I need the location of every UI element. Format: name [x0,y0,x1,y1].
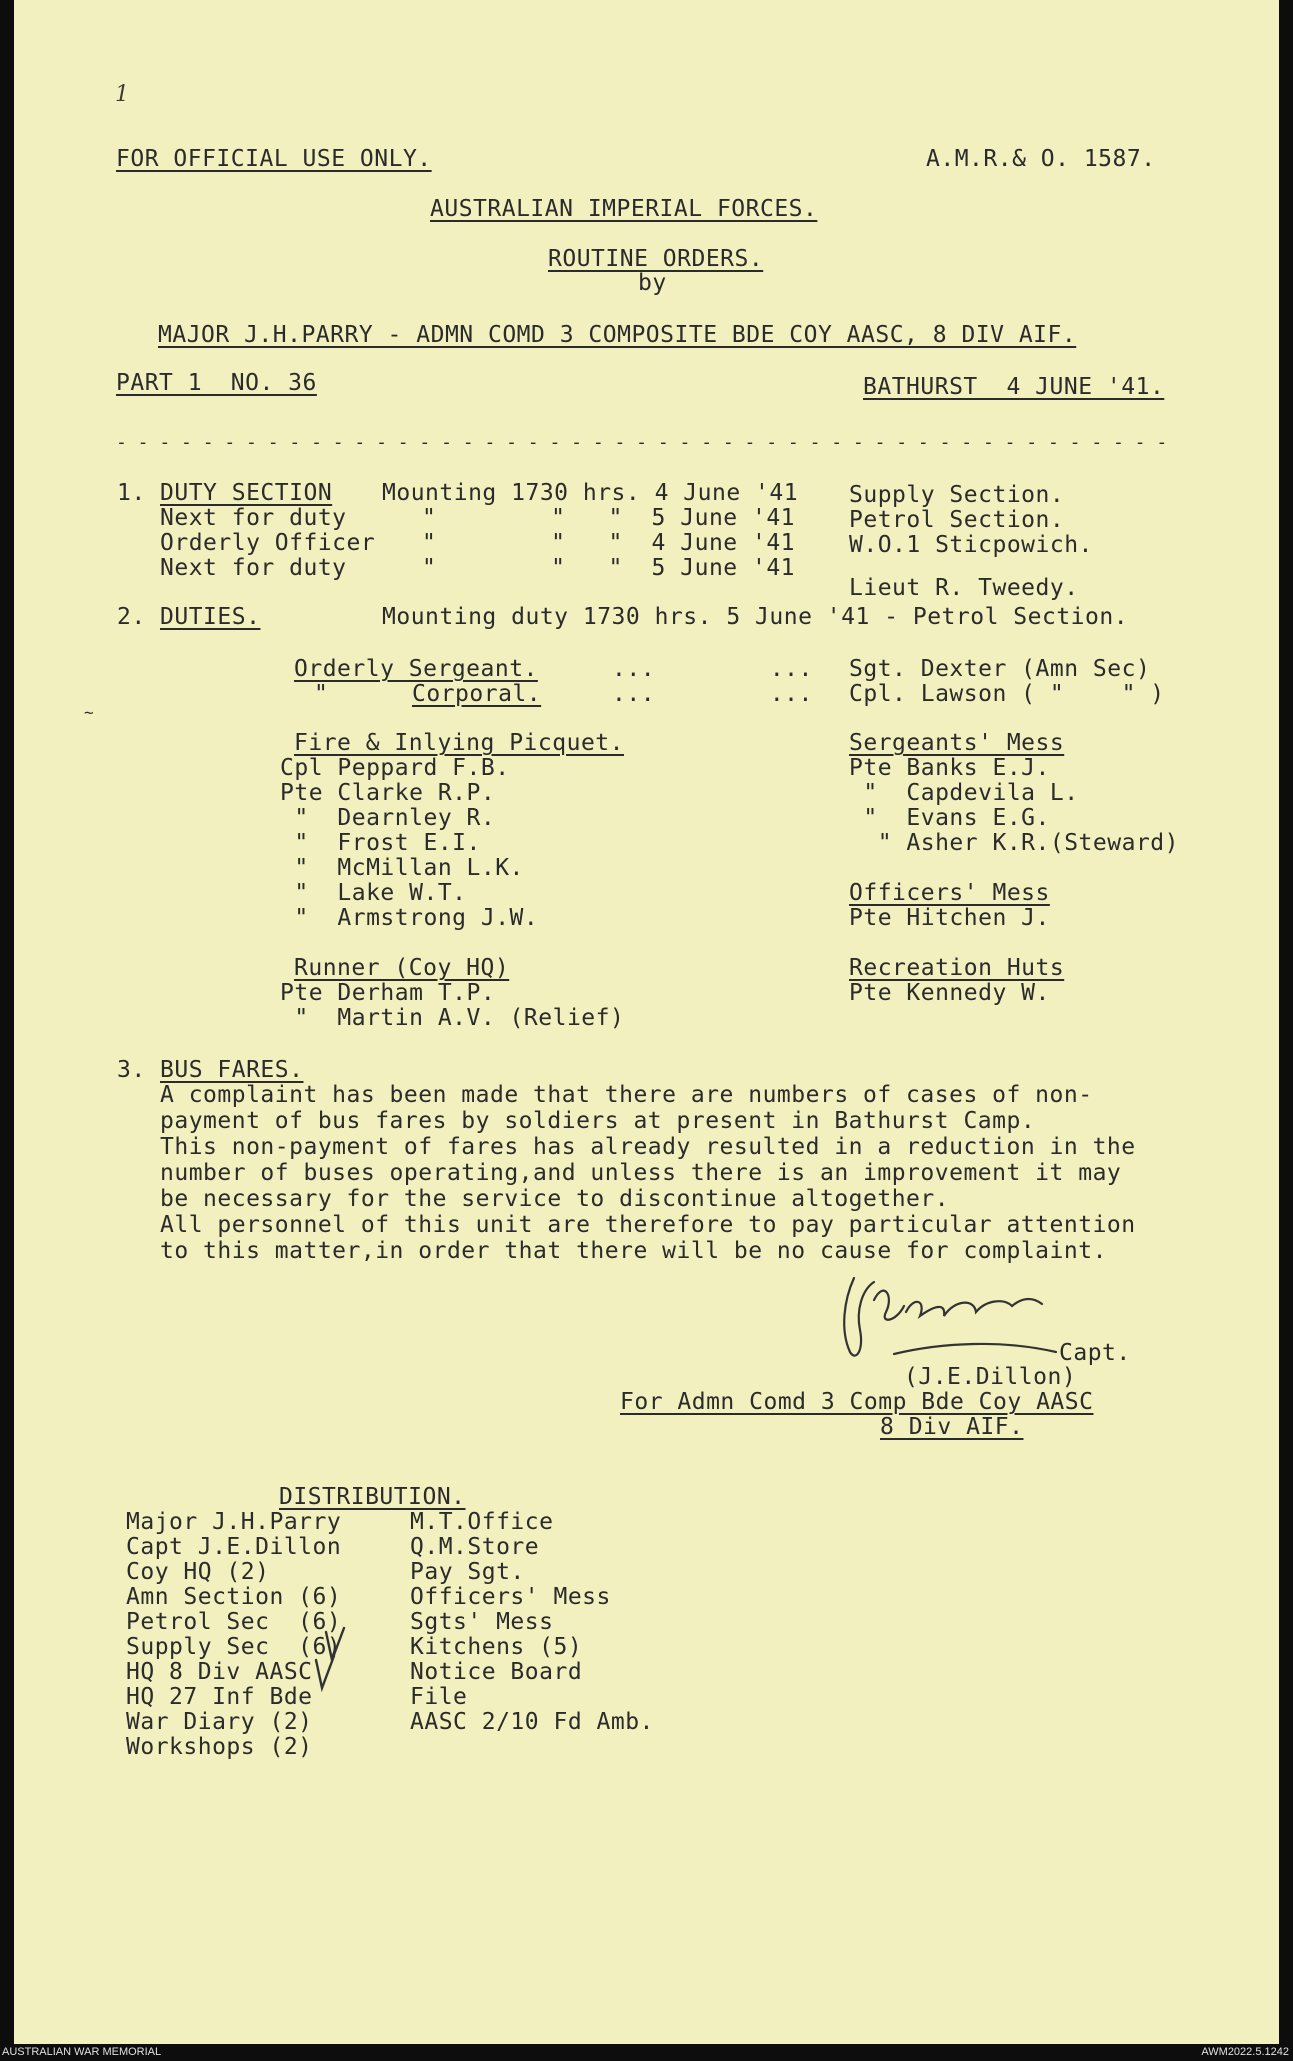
distribution-right-item: File [410,1684,468,1710]
by-label: by [638,270,667,296]
sergeants-mess-name: Pte Banks E.J. [849,755,1050,781]
duty-row-4-detail: " " " 5 June '41 [422,555,796,581]
picquet-name: Cpl Peppard F.B. [280,755,510,781]
classification-label: FOR OFFICIAL USE ONLY. [116,146,432,172]
runner-name: " Martin A.V. (Relief) [280,1005,625,1031]
paragraph-line: to this matter,in order that there will be no cause for complaint. [160,1238,1107,1264]
document-page [14,0,1279,2044]
paragraph-line: All personnel of this unit are therefore to pay particular attention [160,1212,1136,1238]
archive-footer [0,2044,1293,2061]
distribution-right-item: Q.M.Store [410,1534,540,1560]
distribution-left-item: HQ 8 Div AASC [126,1659,313,1685]
document-subtitle: ROUTINE ORDERS. [548,246,764,272]
checkmark-icon [14,0,1279,2044]
duty-row-2-label: Next for duty [160,505,347,531]
picquet-name: " Lake W.T. [280,880,467,906]
orderly-sergeant-label: Orderly Sergeant. [294,656,538,682]
separator-line: - - - - - - - - - - - - - - - - - - - - - - - - - - - - - - - - - - - - - - - - - - - - - - - - - [116,432,1168,453]
section3-number: 3. [117,1057,146,1083]
section1-number: 1. [117,480,146,506]
signatory-line-2: 8 Div AIF. [880,1414,1024,1440]
distribution-right-item: Officers' Mess [410,1584,611,1610]
distribution-right-item: Pay Sgt. [410,1559,525,1585]
picquet-name: " McMillan L.K. [280,855,524,881]
distribution-right-item: Notice Board [410,1659,583,1685]
paragraph-line: payment of bus fares by soldiers at present in Bathurst Camp. [160,1108,1036,1134]
picquet-heading: Fire & Inlying Picquet. [294,730,624,756]
part-number: PART 1 NO. 36 [116,370,317,396]
paragraph-line: A complaint has been made that there are numbers of cases of non- [160,1082,1093,1108]
footer-institution: AUSTRALIAN WAR MEMORIAL [2,2046,162,2058]
order-number: A.M.R.& O. 1587. [926,146,1156,172]
duty-row-3-detail: " " " 4 June '41 [422,530,796,556]
distribution-left-item: Amn Section (6) [126,1584,342,1610]
margin-mark: ~ [84,703,95,722]
duty-row-4-label: Next for duty [160,555,347,581]
distribution-right-item: Kitchens (5) [410,1634,583,1660]
sergeants-mess-name: " Asher K.R.(Steward) [849,830,1179,856]
orderly-corporal-dots: ... ... [612,681,813,707]
picquet-name: " Frost E.I. [280,830,481,856]
distribution-left-item: HQ 27 Inf Bde [126,1684,313,1710]
sergeants-mess-heading: Sergeants' Mess [849,730,1065,756]
signatory-name: (J.E.Dillon) [904,1364,1077,1390]
distribution-right-item: M.T.Office [410,1509,554,1535]
distribution-left-item: Capt J.E.Dillon [126,1534,342,1560]
distribution-left-item: War Diary (2) [126,1709,313,1735]
section1-title: DUTY SECTION [160,480,333,506]
runner-name: Pte Derham T.P. [280,980,496,1006]
picquet-name: " Armstrong J.W. [280,905,539,931]
document-title: AUSTRALIAN IMPERIAL FORCES. [430,196,818,222]
duty-row-2-detail: " " " 5 June '41 [422,505,796,531]
distribution-left-item: Supply Sec (6) [126,1634,342,1660]
footer-accession: AWM2022.5.1242 [1201,2046,1289,2058]
recreation-huts-name: Pte Kennedy W. [849,980,1050,1006]
orderly-corporal-value: Cpl. Lawson ( " " ) [849,681,1165,707]
picquet-name: " Dearnley R. [280,805,496,831]
distribution-left-item: Coy HQ (2) [126,1559,270,1585]
orderly-sergeant-dots: ... ... [612,656,813,682]
recreation-huts-heading: Recreation Huts [849,955,1065,981]
duty-row-1-value: Supply Section. [849,482,1065,508]
duty-row-1-detail: Mounting 1730 hrs. 4 June '41 [382,480,799,506]
duties-line: Mounting duty 1730 hrs. 5 June '41 - Petrol Section. [382,604,1129,630]
duty-row-3-value: W.O.1 Sticpowich. [849,532,1093,558]
duty-row-4-value: Lieut R. Tweedy. [849,575,1079,601]
section3-title: BUS FARES. [160,1057,304,1083]
signatory-line-1: For Admn Comd 3 Comp Bde Coy AASC [620,1389,1094,1415]
distribution-heading: DISTRIBUTION. [279,1484,466,1510]
page-mark: 1 [115,82,130,107]
duty-row-3-label: Orderly Officer [160,530,376,556]
distribution-left-item: Major J.H.Parry [126,1509,342,1535]
place-date: BATHURST 4 JUNE '41. [863,374,1165,400]
paragraph-line: This non-payment of fares has already resulted in a reduction in the [160,1134,1136,1160]
section2-title: DUTIES. [160,604,261,630]
paragraph-line: number of buses operating,and unless there is an improvement it may [160,1160,1122,1186]
paragraph-line: be necessary for the service to discontinue altogether. [160,1186,950,1212]
section2-number: 2. [117,604,146,630]
runner-heading: Runner (Coy HQ) [294,955,510,981]
distribution-right-item: AASC 2/10 Fd Amb. [410,1709,654,1735]
distribution-left-item: Petrol Sec (6) [126,1609,342,1635]
orderly-corporal-label: Corporal. [412,681,542,707]
officers-mess-heading: Officers' Mess [849,880,1050,906]
signatory-rank: Capt. [1059,1340,1131,1366]
sergeants-mess-name: " Capdevila L. [849,780,1079,806]
sergeants-mess-name: " Evans E.G. [849,805,1050,831]
orderly-corporal-ditto: " [314,681,329,707]
officers-mess-name: Pte Hitchen J. [849,905,1050,931]
issuer-line: MAJOR J.H.PARRY - ADMN COMD 3 COMPOSITE BDE COY AASC, 8 DIV AIF. [158,322,1077,348]
duty-row-2-value: Petrol Section. [849,507,1065,533]
picquet-name: Pte Clarke R.P. [280,780,496,806]
distribution-right-item: Sgts' Mess [410,1609,554,1635]
orderly-sergeant-value: Sgt. Dexter (Amn Sec) [849,656,1151,682]
distribution-left-item: Workshops (2) [126,1734,313,1760]
